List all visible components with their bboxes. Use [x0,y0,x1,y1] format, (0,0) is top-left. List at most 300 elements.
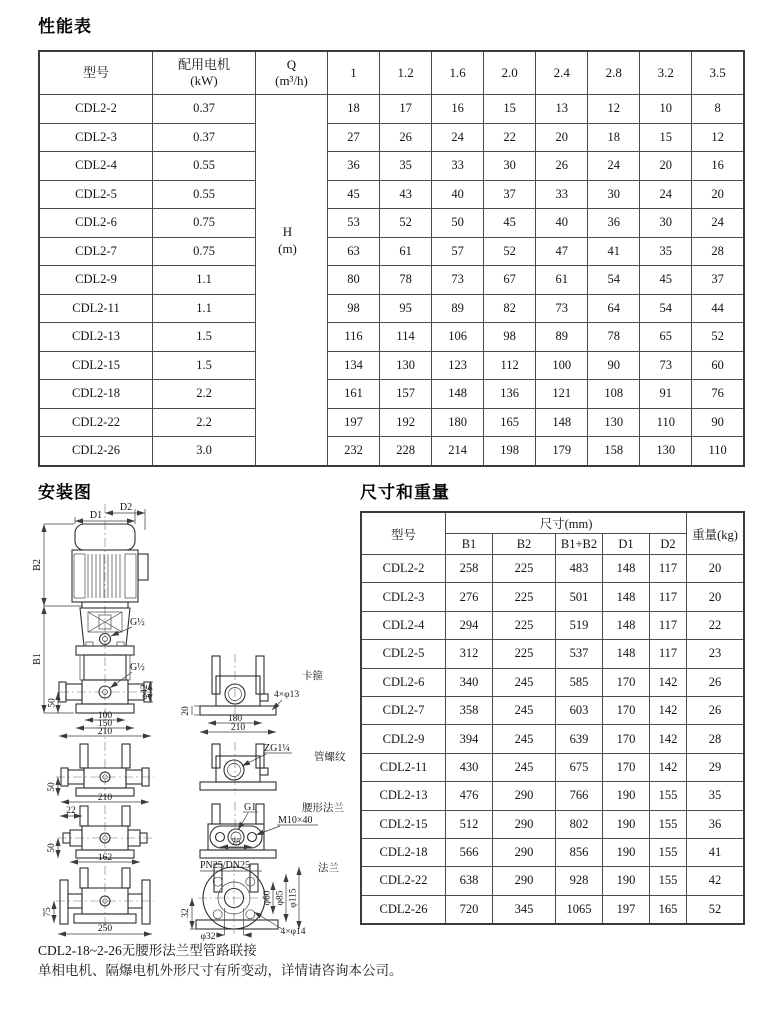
head-cell: 228 [380,437,432,466]
flow-value-header: 1 [328,51,380,95]
dim-75-a4-label: 75 [43,907,53,917]
d2-cell: 142 [650,696,687,724]
b1b2-cell: 675 [556,753,603,781]
b1b2-cell: 928 [556,867,603,895]
performance-row [39,437,744,466]
head-column-spacer [256,123,328,152]
waist-flange-view [200,801,344,858]
b2-cell: 245 [493,668,556,696]
dimensions-section-title: 尺寸和重量 [360,483,450,502]
head-cell: 12 [692,123,744,152]
head-cell: 52 [692,323,744,352]
dimensions-row [361,895,744,924]
head-cell: 148 [536,408,588,437]
head-cell: 57 [432,237,484,266]
b1-cell: 394 [446,725,493,753]
d2-cell: 142 [650,753,687,781]
head-cell: 54 [588,266,640,295]
head-cell: 158 [588,437,640,466]
model-cell: CDL2-5 [39,180,153,209]
head-cell: 20 [692,180,744,209]
head-cell: 78 [380,266,432,295]
b2-cell: 225 [493,611,556,639]
performance-row [39,294,744,323]
power-cell: 0.37 [153,123,256,152]
model-cell: CDL2-3 [39,123,153,152]
head-cell: 165 [484,408,536,437]
dim-180-label: 180 [227,714,243,724]
power-cell: 2.2 [153,408,256,437]
head-cell: 114 [380,323,432,352]
weight-cell: 36 [687,810,745,838]
head-cell: 67 [484,266,536,295]
head-cell: 16 [432,95,484,124]
model-cell: CDL2-7 [361,696,446,724]
head-cell: 110 [692,437,744,466]
head-cell: 20 [640,152,692,181]
b1-cell: 430 [446,753,493,781]
power-cell: 1.5 [153,323,256,352]
dim-210-clamp-label: 210 [230,723,246,733]
b2-cell: 290 [493,838,556,866]
zg-thread-label: ZG1¼ [264,743,290,754]
d1-cell: 190 [603,867,650,895]
waist-flange-label: 腰形法兰 [302,803,344,814]
head-cell: 98 [484,323,536,352]
head-cell: 73 [536,294,588,323]
dims-header-row-1 [361,512,744,534]
head-cell: 106 [432,323,484,352]
power-cell: 0.55 [153,152,256,181]
d1-cell: 190 [603,782,650,810]
head-cell: 108 [588,380,640,409]
d2-cell: 155 [650,810,687,838]
pipe-thread-label: 管螺纹 [314,752,346,763]
size-col-header: B1 [446,534,493,555]
b1-cell: 294 [446,611,493,639]
head-cell: 136 [484,380,536,409]
head-cell: 10 [640,95,692,124]
head-cell: 65 [640,323,692,352]
head-cell: 30 [640,209,692,238]
head-cell: 90 [588,351,640,380]
head-cell: 89 [432,294,484,323]
b1b2-cell: 585 [556,668,603,696]
head-column-spacer [256,237,328,266]
head-cell: 37 [484,180,536,209]
head-cell: 26 [380,123,432,152]
dimensions-row [361,867,744,895]
head-cell: 80 [328,266,380,295]
dimensions-row [361,696,744,724]
b2-cell: 290 [493,810,556,838]
dim-250-label: 250 [97,924,113,934]
head-cell: 214 [432,437,484,466]
performance-row [39,266,744,295]
pn25-dn25-label: PN25/DN25 [200,860,251,871]
d2-cell: 155 [650,867,687,895]
b1-cell: 720 [446,895,493,924]
dimensions-row [361,725,744,753]
head-cell: 36 [588,209,640,238]
head-cell: 26 [536,152,588,181]
weight-cell: 20 [687,583,745,611]
head-cell: 61 [380,237,432,266]
head-cell: 24 [432,123,484,152]
weight-cell: 35 [687,782,745,810]
head-cell: 89 [536,323,588,352]
head-cell: 54 [640,294,692,323]
performance-row [39,152,744,181]
dim-22-label: 22 [66,806,76,816]
head-cell: 27 [328,123,380,152]
col-model-header: 型号 [39,51,153,95]
head-cell: 28 [692,237,744,266]
d1-cell: 170 [603,725,650,753]
flow-value-header: 1.6 [432,51,484,95]
head-cell: 15 [640,123,692,152]
dim-phi42-label: φ42 [140,684,150,700]
port-g-half-lower-label: G½ [130,662,145,673]
b2-cell: 225 [493,640,556,668]
dimensions-row [361,640,744,668]
head-column-spacer [256,209,328,238]
dimensions-table-body [361,555,744,925]
d1-cell: 170 [603,696,650,724]
d2-cell: 117 [650,640,687,668]
model-cell: CDL2-2 [39,95,153,124]
b2-cell: 290 [493,782,556,810]
model-cell: CDL2-22 [361,867,446,895]
pump-front-view [32,502,153,740]
flow-value-header: 1.2 [380,51,432,95]
d1-cell: 190 [603,838,650,866]
b1-cell: 512 [446,810,493,838]
dim-phi32-label: φ32 [200,932,216,942]
model-cell: CDL2-26 [361,895,446,924]
head-cell: 64 [588,294,640,323]
power-cell: 1.1 [153,294,256,323]
b1-cell: 566 [446,838,493,866]
head-cell: 180 [432,408,484,437]
head-cell: 45 [328,180,380,209]
dim-50-label: 50 [47,698,58,708]
dim-b2-label: B2 [32,559,43,571]
power-cell: 2.2 [153,380,256,409]
dim-50-a3-label: 50 [47,843,57,853]
d1-cell: 148 [603,583,650,611]
dim-50-a2-label: 50 [47,782,57,792]
bolt-13-label: 4×φ13 [274,690,300,700]
head-cell: 33 [536,180,588,209]
head-column-spacer [256,351,328,380]
head-cell: 130 [588,408,640,437]
head-cell: 121 [536,380,588,409]
model-cell: CDL2-4 [39,152,153,181]
model-cell: CDL2-2 [361,555,446,583]
dimensions-row [361,668,744,696]
power-cell: 3.0 [153,437,256,466]
b2-cell: 225 [493,583,556,611]
weight-cell: 41 [687,838,745,866]
head-cell: 35 [640,237,692,266]
head-cell: 123 [432,351,484,380]
head-cell: 148 [432,380,484,409]
head-cell: 36 [328,152,380,181]
dimensions-row [361,611,744,639]
head-cell: 82 [484,294,536,323]
head-cell: 30 [588,180,640,209]
dimensions-row [361,753,744,781]
dimensions-row [361,838,744,866]
dim-phi60-label: φ60 [262,890,273,906]
d2-cell: 165 [650,895,687,924]
b1-cell: 358 [446,696,493,724]
base-view-flanged [43,866,154,934]
dim-75-waist-label: 75 [231,838,241,848]
power-cell: 0.75 [153,209,256,238]
head-cell: 35 [380,152,432,181]
size-col-header: B1+B2 [556,534,603,555]
head-cell: 40 [536,209,588,238]
b1b2-cell: 856 [556,838,603,866]
head-cell: 41 [588,237,640,266]
head-column-spacer [256,180,328,209]
model-cell: CDL2-6 [39,209,153,238]
head-cell: 161 [328,380,380,409]
dimensions-table-header [361,512,744,555]
performance-table-header [39,51,744,95]
b1b2-cell: 603 [556,696,603,724]
perf-header-row [39,51,744,95]
model-cell: CDL2-15 [361,810,446,838]
head-cell: 13 [536,95,588,124]
model-cell: CDL2-11 [361,753,446,781]
head-cell: 179 [536,437,588,466]
flange-label: 法兰 [318,863,339,874]
model-cell: CDL2-11 [39,294,153,323]
flow-value-header: 2.8 [588,51,640,95]
bolt-14-label: 4×φ14 [280,927,306,937]
performance-row [39,323,744,352]
d1-cell: 197 [603,895,650,924]
head-cell: 52 [380,209,432,238]
head-cell: 43 [380,180,432,209]
model-cell: CDL2-9 [39,266,153,295]
dim-150-label: 150 [97,719,113,729]
b1b2-cell: 501 [556,583,603,611]
installation-diagram [30,498,355,945]
head-cell: 73 [432,266,484,295]
head-cell: 157 [380,380,432,409]
m10x40-label: M10×40 [278,815,313,826]
performance-row [39,380,744,409]
head-cell: 192 [380,408,432,437]
b1b2-cell: 537 [556,640,603,668]
clamp-label: 卡箍 [302,671,323,682]
head-cell: 45 [484,209,536,238]
dim-d2-label: D2 [119,502,133,513]
head-cell: 60 [692,351,744,380]
head-column-spacer [256,152,328,181]
weight-cell: 29 [687,753,745,781]
performance-row [39,351,744,380]
b2-cell: 245 [493,753,556,781]
footnote-motor-notice: 单相电机、隔爆电机外形尺寸有所变动，详情请咨询本公司。 [38,963,403,978]
head-cell: 90 [692,408,744,437]
b2-cell: 345 [493,895,556,924]
dims-col-model: 型号 [361,512,446,555]
head-cell: 73 [640,351,692,380]
model-cell: CDL2-26 [39,437,153,466]
flow-value-header: 3.5 [692,51,744,95]
performance-row [39,123,744,152]
b2-cell: 245 [493,725,556,753]
head-cell: 22 [484,123,536,152]
size-col-header: B2 [493,534,556,555]
head-cell: 18 [328,95,380,124]
head-column-spacer [256,408,328,437]
model-cell: CDL2-13 [39,323,153,352]
installation-section-title: 安装图 [38,483,92,502]
head-cell: 47 [536,237,588,266]
head-cell: 24 [588,152,640,181]
head-column-spacer [256,266,328,295]
performance-row [39,237,744,266]
b1b2-cell: 802 [556,810,603,838]
head-cell: 198 [484,437,536,466]
model-cell: CDL2-5 [361,640,446,668]
flow-value-header: 3.2 [640,51,692,95]
head-cell: 110 [640,408,692,437]
model-cell: CDL2-6 [361,668,446,696]
g1-label: G1 [244,802,257,813]
weight-cell: 28 [687,725,745,753]
d2-cell: 155 [650,782,687,810]
head-cell: 98 [328,294,380,323]
head-cell: 76 [692,380,744,409]
d1-cell: 148 [603,611,650,639]
d2-cell: 117 [650,611,687,639]
model-cell: CDL2-3 [361,583,446,611]
clamp-connection-view [181,654,323,733]
weight-cell: 22 [687,611,745,639]
b1b2-cell: 483 [556,555,603,583]
model-cell: CDL2-18 [361,838,446,866]
head-cell: 100 [536,351,588,380]
b1-cell: 276 [446,583,493,611]
dim-32-label: 32 [181,908,191,918]
power-cell: 0.75 [153,237,256,266]
head-cell: 40 [432,180,484,209]
b1b2-cell: 519 [556,611,603,639]
head-column-spacer [256,95,328,124]
head-cell: 197 [328,408,380,437]
head-cell: 61 [536,266,588,295]
head-column-spacer [256,437,328,466]
d1-cell: 170 [603,753,650,781]
head-cell: 78 [588,323,640,352]
dimensions-row [361,782,744,810]
weight-cell: 20 [687,555,745,583]
flange-connection-view [181,860,339,942]
d2-cell: 142 [650,725,687,753]
dim-210-a2-label: 210 [97,793,113,803]
head-cell: 33 [432,152,484,181]
dim-d1-label: D1 [89,510,103,521]
flow-value-header: 2.4 [536,51,588,95]
performance-row [39,408,744,437]
head-cell: 134 [328,351,380,380]
port-g-half-upper-label: G½ [130,617,145,628]
head-cell: 45 [640,266,692,295]
dimensions-row [361,810,744,838]
head-cell: 52 [484,237,536,266]
b2-cell: 225 [493,555,556,583]
head-cell: 44 [692,294,744,323]
base-view-threaded [47,805,152,863]
power-cell: 0.55 [153,180,256,209]
performance-table [38,50,745,467]
head-cell: 50 [432,209,484,238]
performance-row [39,95,744,124]
d1-cell: 148 [603,640,650,668]
weight-cell: 23 [687,640,745,668]
head-cell: 24 [692,209,744,238]
weight-cell: 26 [687,696,745,724]
dim-20-label: 20 [181,706,191,716]
head-cell: 130 [380,351,432,380]
head-cell: 30 [484,152,536,181]
col-flow-header: Q (m³/h) [256,51,328,95]
head-cell: 12 [588,95,640,124]
d2-cell: 142 [650,668,687,696]
head-cell: 91 [640,380,692,409]
weight-cell: 26 [687,668,745,696]
d2-cell: 117 [650,583,687,611]
head-cell: 112 [484,351,536,380]
b1b2-cell: 766 [556,782,603,810]
performance-section-title: 性能表 [38,17,92,36]
size-col-header: D1 [603,534,650,555]
dim-b1-label: B1 [32,653,43,665]
head-cell: 17 [380,95,432,124]
d1-cell: 190 [603,810,650,838]
head-cell: 24 [640,180,692,209]
dim-210-label: 210 [97,727,113,737]
head-cell: 8 [692,95,744,124]
head-cell: 53 [328,209,380,238]
power-cell: 0.37 [153,95,256,124]
b1-cell: 312 [446,640,493,668]
b1b2-cell: 1065 [556,895,603,924]
head-cell: 37 [692,266,744,295]
model-cell: CDL2-4 [361,611,446,639]
model-cell: CDL2-18 [39,380,153,409]
dims-size-group: 尺寸(mm) [446,512,687,534]
dimensions-row [361,555,744,583]
power-cell: 1.5 [153,351,256,380]
b2-cell: 290 [493,867,556,895]
dimensions-row [361,583,744,611]
footnote-connection-type: CDL2-18~2-26无腰形法兰型管路联接 [38,943,257,958]
b1-cell: 258 [446,555,493,583]
weight-cell: 52 [687,895,745,924]
performance-table-body [39,95,744,466]
b2-cell: 245 [493,696,556,724]
b1-cell: 476 [446,782,493,810]
dim-162-label: 162 [97,853,113,863]
